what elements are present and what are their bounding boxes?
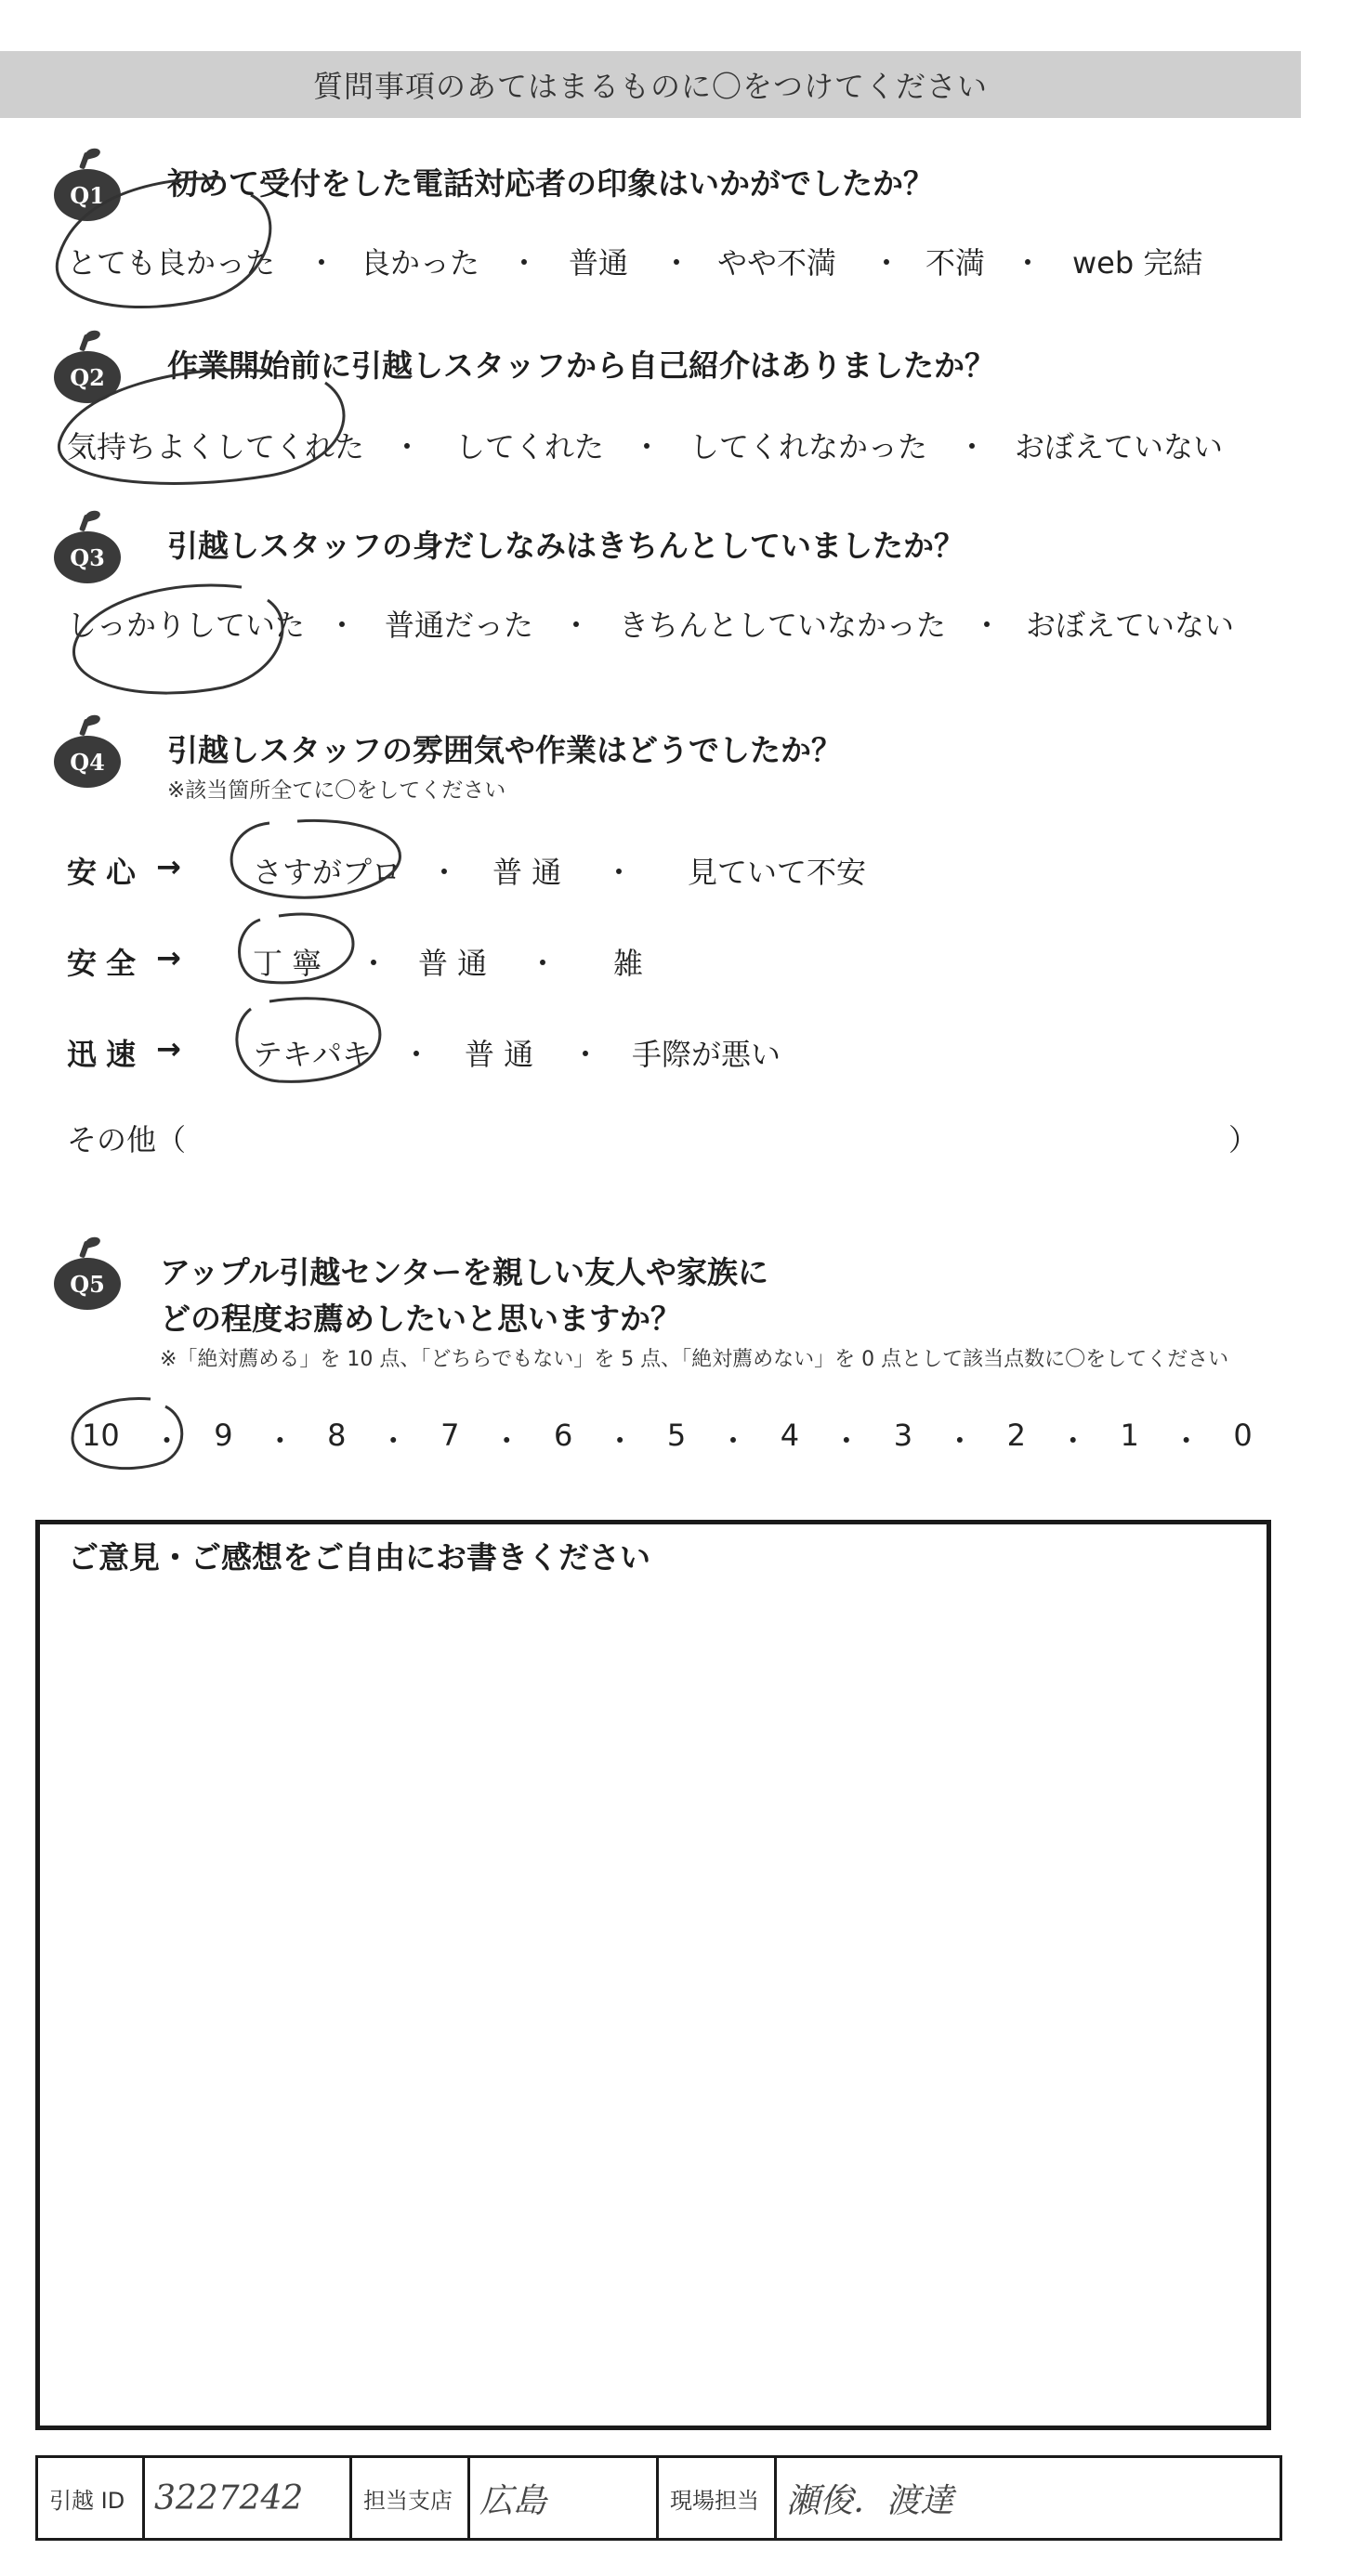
arrow: →	[156, 940, 181, 975]
q4-handwritten-circles	[214, 808, 437, 1105]
score-10[interactable]: 10	[82, 1418, 120, 1453]
q1-option-web-complete[interactable]: web 完結	[1072, 245, 1203, 281]
q4-row-label: 安全	[67, 946, 146, 981]
q5-note: ※「絶対薦める」を 10 点、「どちらでもない」を 5 点、「絶対薦めない」を 0 点として該当点数に〇をしてください	[160, 1348, 1229, 1371]
comments-box[interactable]	[35, 1520, 1271, 2430]
separator-dot: ・	[359, 946, 389, 981]
separator-dot: ・	[307, 245, 337, 281]
comments-title: ご意見・ご感想をご自由にお書きください	[68, 1539, 650, 1576]
separator-dot: ・	[831, 1423, 861, 1458]
move-id-value-cell	[145, 2458, 352, 2538]
branch-label: 担当支店	[363, 2487, 453, 2514]
q4-option-efficient[interactable]: テキパキ	[253, 1037, 373, 1072]
move-id-value: 3227242	[154, 2478, 304, 2517]
q5-score-scale	[82, 1418, 1253, 1458]
separator-dot: ・	[872, 245, 902, 281]
q4-option-normal[interactable]: 普 通	[492, 855, 562, 890]
separator-dot: ・	[1057, 1423, 1088, 1458]
q2-question: 作業開始前に引越しスタッフから自己紹介はありましたか？	[167, 347, 995, 384]
score-1[interactable]: 1	[1120, 1418, 1139, 1453]
q4-option-professional[interactable]: さすがプロ	[253, 855, 402, 890]
separator-dot: ・	[528, 946, 558, 981]
branch-value: 広島	[479, 2481, 547, 2520]
separator-dot: ・	[265, 1423, 295, 1458]
separator-dot: ・	[401, 1037, 432, 1072]
separator-dot: ・	[571, 1037, 601, 1072]
q1-option-dissatisfied[interactable]: 不満	[925, 245, 986, 281]
separator-dot: ・	[429, 855, 460, 890]
score-4[interactable]: 4	[780, 1418, 800, 1453]
q4-option-uneasy[interactable]: 見ていて不安	[688, 855, 867, 890]
arrow: →	[156, 1031, 181, 1066]
separator-dot: ・	[1171, 1423, 1201, 1458]
q4-option-careful[interactable]: 丁 寧	[253, 946, 322, 981]
q2-option-did-not[interactable]: してくれなかった	[689, 429, 928, 464]
q3-handwritten-circle	[56, 567, 307, 715]
q2-option-dont-remember[interactable]: おぼえていない	[1015, 429, 1224, 464]
separator-dot: ・	[561, 608, 592, 643]
separator-dot: ・	[492, 1423, 522, 1458]
q1-handwritten-circle	[37, 158, 297, 325]
move-id-label: 引越 ID	[49, 2487, 125, 2514]
q5-handwritten-circle	[61, 1390, 191, 1483]
q4-other-open: その他（	[67, 1122, 187, 1157]
score-8[interactable]: 8	[327, 1418, 347, 1453]
q4-option-normal[interactable]: 普 通	[465, 1037, 534, 1072]
q3-badge-label: Q3	[70, 543, 105, 571]
branch-value-cell	[470, 2458, 659, 2538]
instructions-title: 質問事項のあてはまるものに〇をつけてください	[312, 69, 988, 104]
q3-option-dont-remember[interactable]: おぼえていない	[1026, 608, 1235, 643]
q5-question-line2: どの程度お薦めしたいと思いますか？	[160, 1301, 681, 1337]
separator-dot: ・	[632, 429, 663, 464]
q3-option-not-neat[interactable]: きちんとしていなかった	[619, 608, 947, 643]
separator-dot: ・	[604, 855, 635, 890]
q4-option-normal[interactable]: 普 通	[418, 946, 488, 981]
arrow: →	[156, 849, 181, 884]
score-9[interactable]: 9	[214, 1418, 233, 1453]
separator-dot: ・	[957, 429, 988, 464]
q4-option-rough[interactable]: 雑	[613, 946, 644, 981]
q4-option-clumsy[interactable]: 手際が悪い	[632, 1037, 781, 1072]
score-2[interactable]: 2	[1006, 1418, 1026, 1453]
q1-option-good[interactable]: 良かった	[361, 245, 480, 281]
move-id-label-cell	[38, 2458, 145, 2538]
q4-row-label: 迅速	[67, 1037, 146, 1072]
q1-badge-label: Q1	[70, 181, 105, 209]
q4-note: ※該当箇所全てに〇をしてください	[167, 778, 506, 803]
footer-info	[35, 2455, 1282, 2541]
q4-question: 引越しスタッフの雰囲気や作業はどうでしたか？	[167, 732, 842, 768]
q3-option-normal[interactable]: 普通だった	[385, 608, 534, 643]
q5-badge	[54, 1258, 121, 1310]
score-7[interactable]: 7	[440, 1418, 460, 1453]
q4-badge-label: Q4	[70, 748, 105, 776]
separator-dot: ・	[392, 429, 423, 464]
staff-value: 瀬俊．渡達	[786, 2481, 954, 2520]
q4-row-label: 安心	[67, 855, 146, 890]
separator-dot: ・	[718, 1423, 749, 1458]
staff-value-cell	[777, 2458, 1280, 2538]
separator-dot: ・	[662, 245, 692, 281]
separator-dot: ・	[378, 1423, 409, 1458]
q4-other-close: ）	[1228, 1122, 1259, 1157]
staff-label: 現場担当	[670, 2487, 759, 2514]
q2-option-did[interactable]: してくれた	[455, 429, 605, 464]
separator-dot: ・	[151, 1423, 182, 1458]
q1-question: 初めて受付をした電話対応者の印象はいかがでしたか？	[167, 165, 934, 202]
q5-badge-label: Q5	[70, 1270, 105, 1298]
staff-label-cell	[659, 2458, 777, 2538]
separator-dot: ・	[972, 608, 1003, 643]
q4-badge	[54, 736, 121, 788]
separator-dot: ・	[327, 608, 358, 643]
separator-dot: ・	[509, 245, 540, 281]
q2-option-pleasant[interactable]: 気持ちよくしてくれた	[67, 429, 365, 464]
q1-option-very-good[interactable]: とても良かった	[67, 245, 276, 281]
q2-handwritten-circle	[37, 353, 372, 502]
q5-question-line1: アップル引越センターを親しい友人や家族に	[160, 1254, 769, 1290]
score-6[interactable]: 6	[553, 1418, 573, 1453]
q2-badge-label: Q2	[70, 363, 105, 391]
score-5[interactable]: 5	[666, 1418, 687, 1453]
q3-question: 引越しスタッフの身だしなみはきちんとしていましたか？	[167, 528, 965, 564]
separator-dot: ・	[1013, 245, 1044, 281]
score-0[interactable]: 0	[1233, 1418, 1253, 1453]
branch-label-cell	[352, 2458, 470, 2538]
q3-option-neat[interactable]: しっかりしていた	[67, 608, 306, 643]
instructions-header	[0, 51, 1301, 118]
q1-option-normal[interactable]: 普通	[569, 245, 629, 281]
score-3[interactable]: 3	[893, 1418, 913, 1453]
separator-dot: ・	[605, 1423, 636, 1458]
separator-dot: ・	[944, 1423, 975, 1458]
q1-option-somewhat-dissatisfied[interactable]: やや不満	[717, 245, 837, 281]
